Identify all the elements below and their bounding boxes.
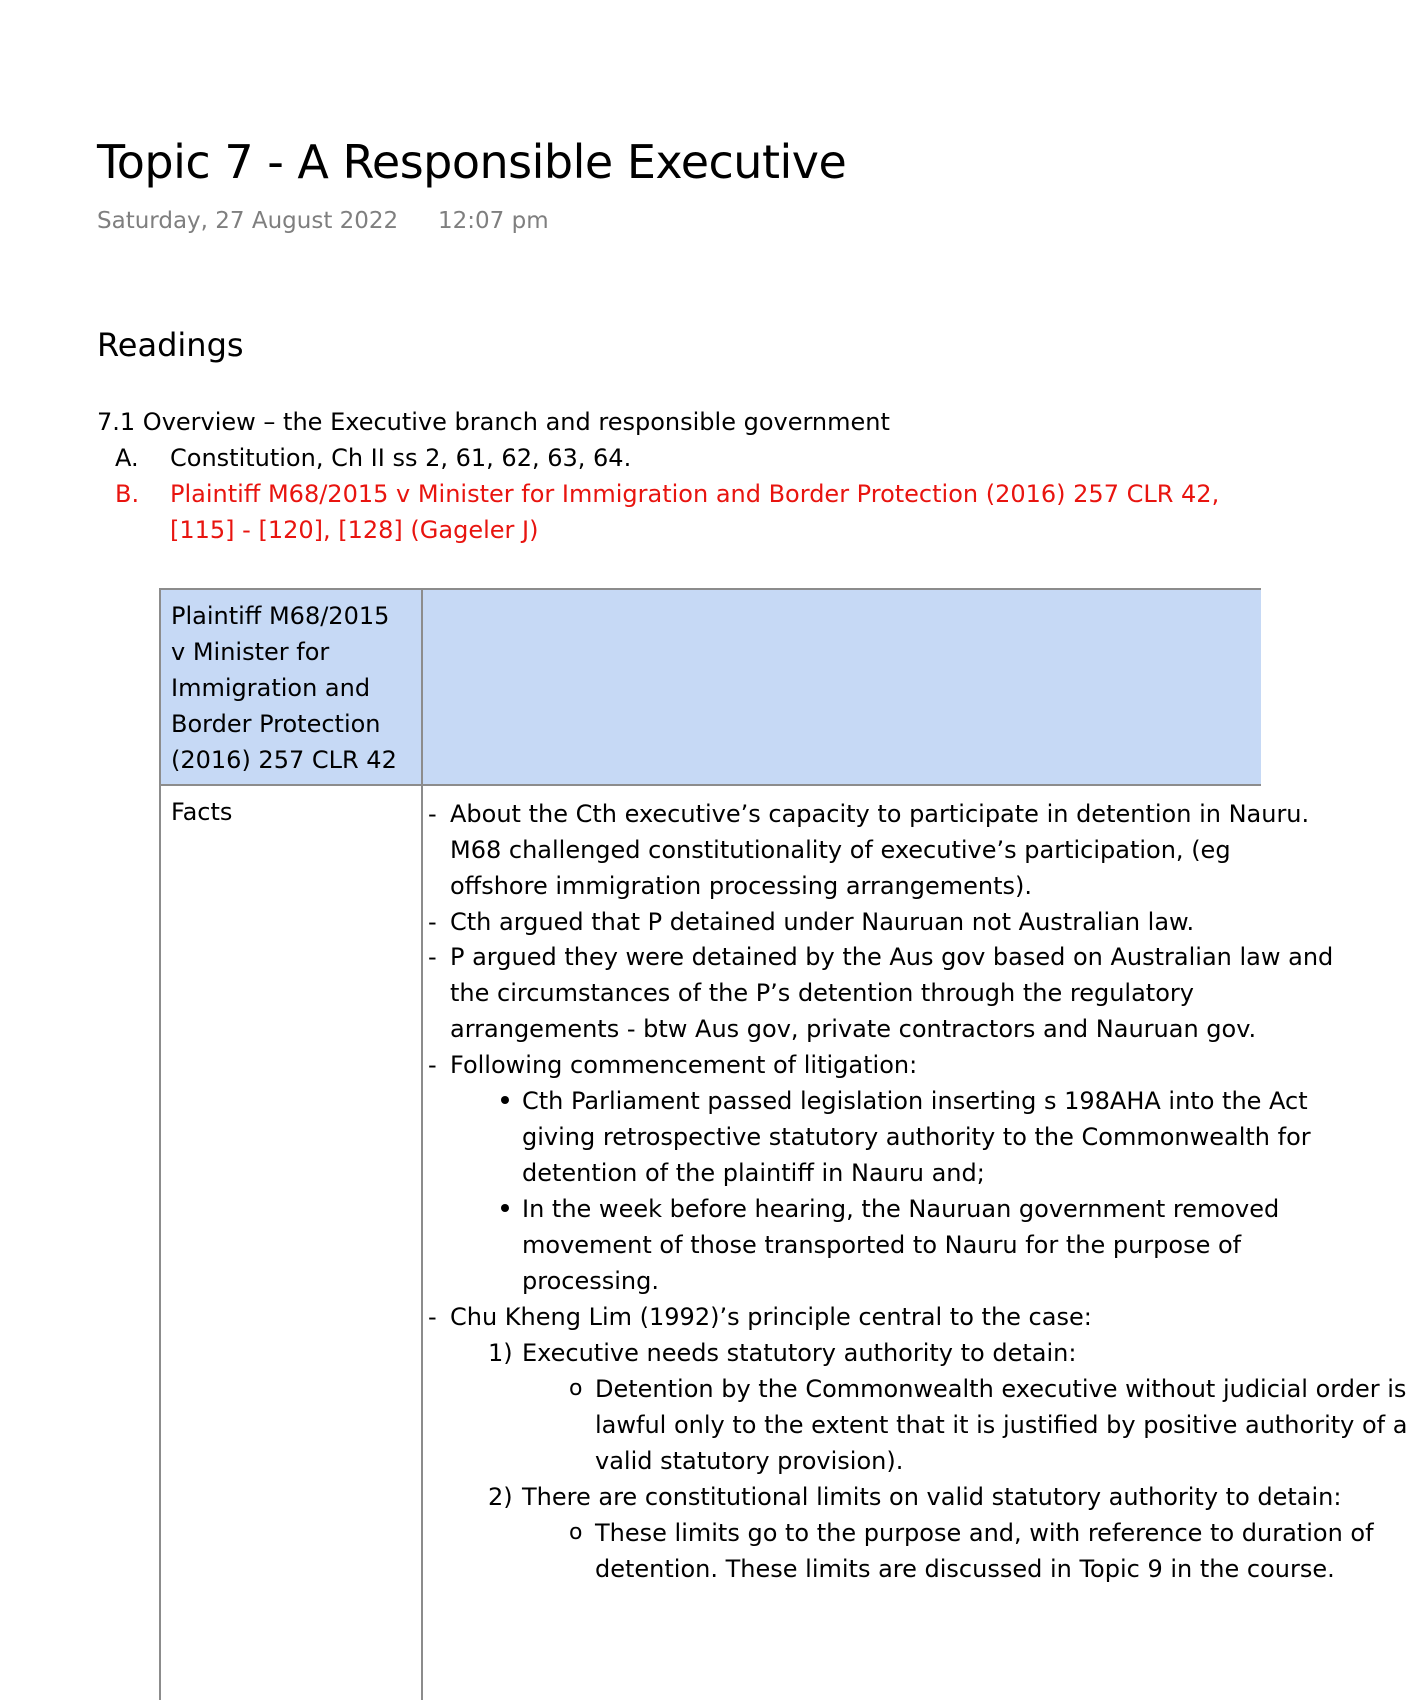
- reading-item-b-line-1: Plaintiff M68/2015 v Minister for Immigration and Border Protection (2016) 257 CLR 42,: [170, 480, 1220, 508]
- reading-item-b-line-2: [115] - [120], [128] (Gageler J): [170, 516, 539, 544]
- case-table: [159, 588, 1407, 1700]
- bullet-icon: [501, 1204, 509, 1212]
- fact-line: processing.: [522, 1267, 659, 1295]
- reading-item-a: Constitution, Ch II ss 2, 61, 62, 63, 64.: [170, 444, 632, 472]
- fact-line: M68 challenged constitutionality of executive’s participation, (eg: [450, 836, 1231, 864]
- circle-bullet-icon: o: [569, 1376, 583, 1401]
- number-marker: 2): [488, 1483, 513, 1511]
- number-marker: 1): [488, 1339, 513, 1367]
- reading-marker-b: B.: [115, 480, 140, 508]
- fact-line: offshore immigration processing arrangements).: [450, 872, 1033, 900]
- dash-marker: -: [428, 800, 437, 828]
- fact-line: There are constitutional limits on valid statutory authority to detain:: [522, 1483, 1342, 1511]
- fact-line: Cth Parliament passed legislation inserting s 198AHA into the Act: [522, 1087, 1308, 1115]
- case-header-blank-cell: [423, 590, 1261, 786]
- note-time: 12:07 pm: [438, 208, 549, 234]
- reading-marker-a: A.: [115, 444, 139, 472]
- note-date: Saturday, 27 August 2022: [97, 208, 399, 234]
- bullet-icon: [501, 1096, 509, 1104]
- case-name-line: (2016) 257 CLR 42: [171, 746, 397, 774]
- fact-line: detention of the plaintiff in Nauru and;: [522, 1159, 985, 1187]
- circle-bullet-icon: o: [569, 1520, 583, 1545]
- fact-line: About the Cth executive’s capacity to participate in detention in Nauru.: [450, 800, 1310, 828]
- case-name-line: Plaintiff M68/2015: [171, 602, 390, 630]
- fact-line: Executive needs statutory authority to detain:: [522, 1339, 1077, 1367]
- page-title: Topic 7 - A Responsible Executive: [97, 135, 847, 189]
- facts-label: Facts: [171, 798, 233, 826]
- case-name-line: Border Protection: [171, 710, 381, 738]
- facts-label-cell: [161, 786, 423, 1700]
- dash-marker: -: [428, 1051, 437, 1079]
- fact-line: giving retrospective statutory authority to the Commonwealth for: [522, 1123, 1311, 1151]
- dash-marker: -: [428, 943, 437, 971]
- fact-line: Chu Kheng Lim (1992)’s principle central to the case:: [450, 1303, 1092, 1331]
- fact-line: Following commencement of litigation:: [450, 1051, 918, 1079]
- case-name-line: Immigration and: [171, 674, 371, 702]
- fact-line: lawful only to the extent that it is justified by positive authority of a: [595, 1411, 1407, 1439]
- case-name: [171, 598, 397, 778]
- case-name-line: v Minister for: [171, 638, 330, 666]
- overview-line: 7.1 Overview – the Executive branch and responsible government: [97, 408, 890, 436]
- fact-line: Detention by the Commonwealth executive without judicial order is: [595, 1375, 1407, 1403]
- fact-line: detention. These limits are discussed in Topic 9 in the course.: [595, 1555, 1335, 1583]
- fact-line: movement of those transported to Nauru for the purpose of: [522, 1231, 1242, 1259]
- case-name-cell: [161, 590, 423, 786]
- fact-line: P argued they were detained by the Aus gov based on Australian law and: [450, 943, 1334, 971]
- dash-marker: -: [428, 1303, 437, 1331]
- fact-line: In the week before hearing, the Nauruan government removed: [522, 1195, 1280, 1223]
- dash-marker: -: [428, 908, 437, 936]
- fact-line: These limits go to the purpose and, with reference to duration of: [595, 1519, 1374, 1547]
- fact-line: the circumstances of the P’s detention through the regulatory: [450, 979, 1194, 1007]
- fact-line: valid statutory provision).: [595, 1447, 904, 1475]
- fact-line: Cth argued that P detained under Nauruan not Australian law.: [450, 908, 1195, 936]
- fact-line: arrangements - btw Aus gov, private contractors and Nauruan gov.: [450, 1015, 1257, 1043]
- readings-heading: Readings: [97, 326, 244, 364]
